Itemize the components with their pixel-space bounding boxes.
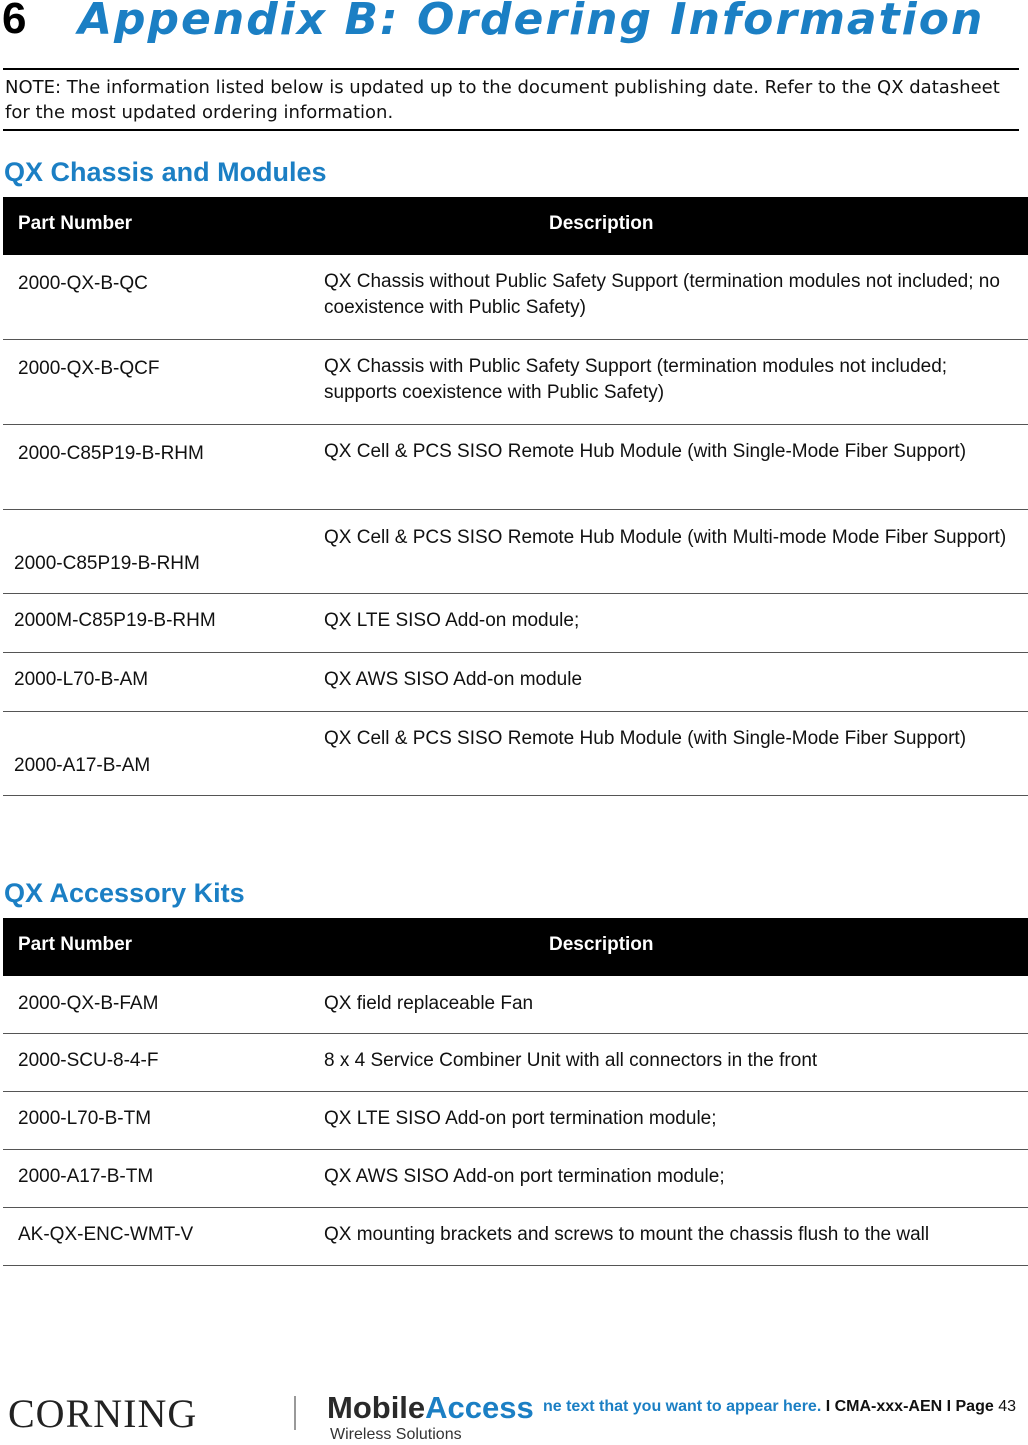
part-number: AK-QX-ENC-WMT-V [18, 1224, 194, 1245]
table-row [3, 653, 1028, 712]
part-number: 2000-QX-B-FAM [18, 993, 159, 1014]
accessory-table [3, 918, 1028, 1266]
table-row [3, 425, 1028, 510]
header-part-number: Part Number [18, 213, 133, 234]
logo-subtitle: Wireless Solutions [330, 1426, 462, 1443]
table-row [3, 255, 1028, 340]
part-number: 2000-SCU-8-4-F [18, 1050, 159, 1071]
table-row [3, 594, 1028, 653]
section-title-accessory: QX Accessory Kits [4, 878, 245, 908]
chapter-number: 6 [2, 0, 27, 43]
table-row [3, 1150, 1028, 1208]
table-row [3, 1034, 1028, 1092]
mobileaccess-logo [327, 1390, 534, 1426]
part-number: 2000-L70-B-TM [18, 1108, 152, 1129]
note-box: NOTE: The information listed below is updated up to the document publishing date. Refer to the QX datasheet for the most updated ordering information. [3, 68, 1019, 131]
part-description: QX Cell & PCS SISO Remote Hub Module (with Single-Mode Fiber Support) [324, 441, 967, 462]
part-number: 2000M-C85P19-B-RHM [14, 610, 216, 631]
table-row [3, 1092, 1028, 1150]
part-number: 2000-C85P19-B-RHM [18, 443, 204, 464]
table-header [3, 197, 1028, 255]
table-row [3, 1208, 1028, 1266]
part-description: 8 x 4 Service Combiner Unit with all connectors in the front [324, 1050, 818, 1071]
part-number: 2000-C85P19-B-RHM [14, 553, 200, 574]
table-row [3, 340, 1028, 425]
part-number: 2000-A17-B-TM [18, 1166, 154, 1187]
corning-logo: CORNING [8, 1391, 198, 1436]
part-number: 2000-QX-B-QC [18, 273, 148, 294]
part-description: QX Chassis with Public Safety Support (termination modules not included; supports coexistence with Public Safety) [324, 356, 948, 403]
part-description: QX Cell & PCS SISO Remote Hub Module (with Single-Mode Fiber Support) [324, 728, 967, 749]
part-number: 2000-L70-B-AM [14, 669, 149, 690]
part-description: QX AWS SISO Add-on module [324, 669, 583, 690]
part-description: QX Chassis without Public Safety Support (termination modules not included; no coexistence with Public Safety) [324, 271, 1000, 318]
table-header [3, 918, 1028, 976]
section-title-chassis: QX Chassis and Modules [4, 157, 327, 187]
part-description: QX field replaceable Fan [324, 993, 534, 1014]
footer-placeholder-text: ne text that you want to appear here. [542, 1398, 822, 1415]
part-description: QX Cell & PCS SISO Remote Hub Module (with Multi-mode Mode Fiber Support) [324, 527, 1007, 548]
part-description: QX LTE SISO Add-on port termination module; [324, 1108, 717, 1129]
chapter-title: Appendix B: Ordering Information [78, 0, 985, 45]
header-part-number: Part Number [18, 934, 133, 955]
table-row [3, 976, 1028, 1034]
part-number: 2000-QX-B-QCF [18, 358, 160, 379]
logo-divider [294, 1396, 296, 1430]
part-description: QX LTE SISO Add-on module; [324, 610, 580, 631]
header-description: Description [549, 213, 654, 234]
footer-doc-id: I CMA-xxx-AEN I Page [821, 1398, 994, 1415]
page-number: 43 [993, 1398, 1016, 1415]
logo-mobile-text: Mobile [327, 1390, 426, 1425]
header-description: Description [549, 934, 654, 955]
table-row [3, 510, 1028, 594]
part-number: 2000-A17-B-AM [14, 755, 151, 776]
logo-access-text: Access [425, 1390, 534, 1425]
page-footer [0, 1386, 1028, 1445]
part-description: QX AWS SISO Add-on port termination module; [324, 1166, 725, 1187]
table-row [3, 712, 1028, 796]
chassis-table [3, 197, 1028, 796]
part-description: QX mounting brackets and screws to mount the chassis flush to the wall [324, 1224, 930, 1245]
footer-text [541, 1398, 1016, 1416]
